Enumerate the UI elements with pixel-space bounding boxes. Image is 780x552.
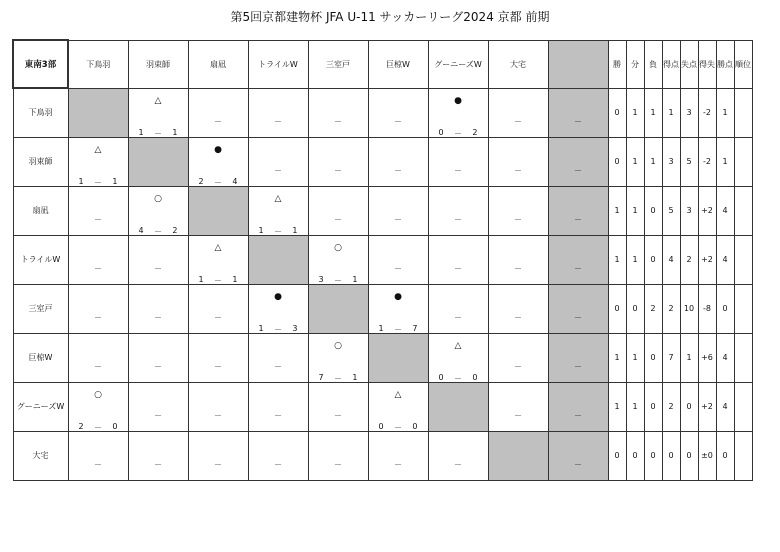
stat-cell: 1 bbox=[608, 186, 626, 235]
stat-cell: 5 bbox=[662, 186, 680, 235]
league-table bbox=[12, 39, 753, 481]
unplayed-dash: － bbox=[394, 263, 402, 273]
stat-cell: 5 bbox=[680, 137, 698, 186]
team-column-header: 羽束師 bbox=[128, 40, 188, 88]
stat-cell bbox=[734, 137, 752, 186]
unplayed-dash: － bbox=[334, 410, 342, 420]
match-cell bbox=[488, 284, 548, 333]
score-for: 0 bbox=[438, 372, 444, 382]
match-cell bbox=[488, 186, 548, 235]
unplayed-dash: － bbox=[214, 361, 222, 371]
unplayed-dash: － bbox=[274, 116, 282, 126]
result-mark: ○ bbox=[334, 242, 342, 253]
unplayed-dash: － bbox=[514, 361, 522, 371]
unplayed-dash: － bbox=[514, 165, 522, 175]
unplayed-dash: － bbox=[214, 410, 222, 420]
stat-cell: 2 bbox=[680, 235, 698, 284]
match-cell bbox=[428, 431, 488, 480]
self-match-cell bbox=[488, 431, 548, 480]
match-cell bbox=[368, 235, 428, 284]
stat-cell bbox=[734, 284, 752, 333]
score-against: 7 bbox=[412, 323, 418, 333]
unplayed-dash: － bbox=[154, 312, 162, 322]
unplayed-dash: － bbox=[334, 165, 342, 175]
stat-cell: 7 bbox=[662, 333, 680, 382]
stat-cell: -8 bbox=[698, 284, 716, 333]
self-match-cell bbox=[128, 137, 188, 186]
stat-cell: ±0 bbox=[698, 431, 716, 480]
score-for: 7 bbox=[318, 372, 324, 382]
score-for: 1 bbox=[378, 323, 384, 333]
stat-cell: +2 bbox=[698, 382, 716, 431]
match-cell bbox=[368, 186, 428, 235]
match-cell bbox=[68, 186, 128, 235]
match-cell bbox=[128, 382, 188, 431]
stat-cell: -2 bbox=[698, 88, 716, 137]
score-against: 1 bbox=[112, 176, 118, 186]
result-mark: △ bbox=[94, 144, 102, 155]
score-against: 2 bbox=[172, 225, 178, 235]
stat-cell: 0 bbox=[644, 235, 662, 284]
result-mark: ● bbox=[274, 291, 282, 302]
score-for: 4 bbox=[138, 225, 144, 235]
stat-cell: 0 bbox=[716, 284, 734, 333]
match-cell bbox=[248, 333, 308, 382]
unplayed-dash: － bbox=[154, 263, 162, 273]
stat-cell: 1 bbox=[626, 186, 644, 235]
stat-column-header: 勝点 bbox=[716, 40, 734, 88]
stat-column-header: 得点 bbox=[662, 40, 680, 88]
score-separator: － bbox=[94, 422, 102, 432]
score-separator: － bbox=[154, 226, 162, 236]
team-column-header: 扇凪 bbox=[188, 40, 248, 88]
match-cell bbox=[368, 88, 428, 137]
unplayed-dash: － bbox=[334, 459, 342, 469]
match-cell bbox=[248, 382, 308, 431]
match-cell bbox=[308, 137, 368, 186]
match-cell bbox=[308, 431, 368, 480]
team-row bbox=[13, 333, 752, 382]
stat-cell: 1 bbox=[662, 88, 680, 137]
unplayed-dash: － bbox=[94, 312, 102, 322]
unplayed-dash: － bbox=[574, 116, 582, 126]
stat-cell bbox=[734, 186, 752, 235]
stat-cell: 1 bbox=[608, 235, 626, 284]
stat-cell: 0 bbox=[608, 284, 626, 333]
unplayed-dash: － bbox=[454, 214, 462, 224]
blank-column-header bbox=[548, 40, 608, 88]
stat-cell: 1 bbox=[644, 88, 662, 137]
stat-cell: 0 bbox=[626, 431, 644, 480]
score-for: 2 bbox=[198, 176, 204, 186]
blank-column-cell bbox=[548, 333, 608, 382]
unplayed-dash: － bbox=[514, 214, 522, 224]
self-match-cell bbox=[188, 186, 248, 235]
unplayed-dash: － bbox=[214, 116, 222, 126]
unplayed-dash: － bbox=[394, 214, 402, 224]
team-row bbox=[13, 382, 752, 431]
score-separator: － bbox=[454, 128, 462, 138]
match-cell bbox=[308, 333, 368, 382]
stat-cell: 0 bbox=[608, 88, 626, 137]
header-row bbox=[13, 40, 752, 88]
stat-cell: 10 bbox=[680, 284, 698, 333]
result-mark: △ bbox=[394, 389, 402, 400]
team-row-header: 羽束師 bbox=[13, 137, 68, 186]
score-separator: － bbox=[94, 177, 102, 187]
result-mark: ● bbox=[454, 95, 462, 106]
match-cell bbox=[188, 333, 248, 382]
team-row bbox=[13, 88, 752, 137]
score-for: 1 bbox=[78, 176, 84, 186]
stat-column-header: 勝 bbox=[608, 40, 626, 88]
unplayed-dash: － bbox=[574, 263, 582, 273]
blank-column-cell bbox=[548, 88, 608, 137]
score-against: 1 bbox=[232, 274, 238, 284]
team-row-header: グーニーズW bbox=[13, 382, 68, 431]
score-against: 1 bbox=[352, 372, 358, 382]
team-row-header: 大宅 bbox=[13, 431, 68, 480]
score-against: 0 bbox=[412, 421, 418, 431]
page-title: 第5回京都建物杯 JFA U-11 サッカーリーグ2024 京都 前期 bbox=[230, 10, 550, 24]
stat-column-header: 分 bbox=[626, 40, 644, 88]
unplayed-dash: － bbox=[454, 312, 462, 322]
blank-column-cell bbox=[548, 137, 608, 186]
score-for: 0 bbox=[378, 421, 384, 431]
stat-cell bbox=[734, 235, 752, 284]
score-against: 2 bbox=[472, 127, 478, 137]
result-mark: ● bbox=[394, 291, 402, 302]
stat-cell bbox=[734, 333, 752, 382]
match-cell bbox=[68, 333, 128, 382]
stat-cell: 1 bbox=[626, 88, 644, 137]
match-cell bbox=[248, 186, 308, 235]
stat-cell: 0 bbox=[626, 284, 644, 333]
match-cell bbox=[428, 235, 488, 284]
unplayed-dash: － bbox=[454, 165, 462, 175]
match-cell bbox=[308, 235, 368, 284]
match-cell bbox=[428, 137, 488, 186]
blank-column-cell bbox=[548, 431, 608, 480]
stat-cell: 2 bbox=[644, 284, 662, 333]
stat-cell: 1 bbox=[716, 88, 734, 137]
score-for: 0 bbox=[438, 127, 444, 137]
match-cell bbox=[188, 88, 248, 137]
unplayed-dash: － bbox=[154, 410, 162, 420]
team-column-header: 三室戸 bbox=[308, 40, 368, 88]
stat-cell bbox=[734, 431, 752, 480]
stat-cell: 0 bbox=[608, 137, 626, 186]
unplayed-dash: － bbox=[94, 361, 102, 371]
match-cell bbox=[248, 88, 308, 137]
stat-cell: 0 bbox=[644, 431, 662, 480]
unplayed-dash: － bbox=[514, 410, 522, 420]
match-cell bbox=[488, 235, 548, 284]
stat-cell: 1 bbox=[680, 333, 698, 382]
match-cell bbox=[488, 333, 548, 382]
score-separator: － bbox=[274, 324, 282, 334]
result-mark: △ bbox=[154, 95, 162, 106]
stat-column-header: 得失 bbox=[698, 40, 716, 88]
stat-cell: 4 bbox=[716, 333, 734, 382]
stat-cell: 1 bbox=[626, 333, 644, 382]
match-cell bbox=[428, 284, 488, 333]
unplayed-dash: － bbox=[94, 459, 102, 469]
score-for: 1 bbox=[258, 225, 264, 235]
stat-cell: 1 bbox=[626, 235, 644, 284]
stat-cell: 1 bbox=[608, 333, 626, 382]
unplayed-dash: － bbox=[574, 361, 582, 371]
match-cell bbox=[488, 137, 548, 186]
match-cell bbox=[368, 284, 428, 333]
stat-cell: 4 bbox=[716, 186, 734, 235]
result-mark: △ bbox=[214, 242, 222, 253]
score-against: 4 bbox=[232, 176, 238, 186]
score-for: 2 bbox=[78, 421, 84, 431]
stat-cell: 1 bbox=[626, 382, 644, 431]
self-match-cell bbox=[248, 235, 308, 284]
result-mark: ○ bbox=[94, 389, 102, 400]
match-cell bbox=[188, 137, 248, 186]
score-separator: － bbox=[274, 226, 282, 236]
stat-cell: 4 bbox=[662, 235, 680, 284]
unplayed-dash: － bbox=[514, 116, 522, 126]
team-column-header: 巨椋W bbox=[368, 40, 428, 88]
result-mark: △ bbox=[274, 193, 282, 204]
stat-cell: 0 bbox=[716, 431, 734, 480]
match-cell bbox=[188, 235, 248, 284]
match-cell bbox=[488, 88, 548, 137]
unplayed-dash: － bbox=[274, 165, 282, 175]
stat-cell: +6 bbox=[698, 333, 716, 382]
match-cell bbox=[248, 284, 308, 333]
unplayed-dash: － bbox=[274, 361, 282, 371]
score-separator: － bbox=[394, 422, 402, 432]
unplayed-dash: － bbox=[574, 165, 582, 175]
stat-cell: 4 bbox=[716, 382, 734, 431]
unplayed-dash: － bbox=[574, 312, 582, 322]
match-cell bbox=[248, 137, 308, 186]
unplayed-dash: － bbox=[214, 312, 222, 322]
match-cell bbox=[488, 382, 548, 431]
score-against: 0 bbox=[112, 421, 118, 431]
unplayed-dash: － bbox=[514, 263, 522, 273]
blank-column-cell bbox=[548, 284, 608, 333]
team-row bbox=[13, 137, 752, 186]
score-against: 1 bbox=[352, 274, 358, 284]
match-cell bbox=[188, 431, 248, 480]
unplayed-dash: － bbox=[334, 116, 342, 126]
stat-cell: 2 bbox=[662, 382, 680, 431]
unplayed-dash: － bbox=[454, 263, 462, 273]
stat-cell: 2 bbox=[662, 284, 680, 333]
team-row-header: 下鳥羽 bbox=[13, 88, 68, 137]
stat-cell: 1 bbox=[608, 382, 626, 431]
team-row bbox=[13, 235, 752, 284]
unplayed-dash: － bbox=[274, 410, 282, 420]
stat-cell: 3 bbox=[662, 137, 680, 186]
match-cell bbox=[128, 186, 188, 235]
team-row bbox=[13, 431, 752, 480]
score-separator: － bbox=[454, 373, 462, 383]
match-cell bbox=[428, 88, 488, 137]
stat-cell: 3 bbox=[680, 186, 698, 235]
stat-cell: 1 bbox=[644, 137, 662, 186]
match-cell bbox=[128, 88, 188, 137]
stat-column-header: 負 bbox=[644, 40, 662, 88]
stat-cell: 0 bbox=[680, 431, 698, 480]
score-against: 1 bbox=[172, 127, 178, 137]
match-cell bbox=[68, 284, 128, 333]
stat-cell: 0 bbox=[644, 382, 662, 431]
stat-cell: 0 bbox=[644, 186, 662, 235]
match-cell bbox=[368, 137, 428, 186]
team-column-header: グーニーズW bbox=[428, 40, 488, 88]
score-for: 1 bbox=[258, 323, 264, 333]
team-row-header: 扇凪 bbox=[13, 186, 68, 235]
blank-column-cell bbox=[548, 382, 608, 431]
match-cell bbox=[368, 382, 428, 431]
match-cell bbox=[128, 284, 188, 333]
match-cell bbox=[308, 186, 368, 235]
score-against: 3 bbox=[292, 323, 298, 333]
unplayed-dash: － bbox=[334, 214, 342, 224]
stat-cell: 3 bbox=[680, 88, 698, 137]
unplayed-dash: － bbox=[394, 116, 402, 126]
unplayed-dash: － bbox=[394, 165, 402, 175]
blank-column-cell bbox=[548, 235, 608, 284]
team-column-header: 下鳥羽 bbox=[68, 40, 128, 88]
score-separator: － bbox=[154, 128, 162, 138]
unplayed-dash: － bbox=[574, 214, 582, 224]
stat-cell: +2 bbox=[698, 186, 716, 235]
unplayed-dash: － bbox=[154, 361, 162, 371]
score-against: 1 bbox=[292, 225, 298, 235]
match-cell bbox=[68, 235, 128, 284]
score-for: 1 bbox=[138, 127, 144, 137]
unplayed-dash: － bbox=[514, 312, 522, 322]
self-match-cell bbox=[368, 333, 428, 382]
match-cell bbox=[128, 333, 188, 382]
result-mark: ○ bbox=[154, 193, 162, 204]
unplayed-dash: － bbox=[94, 263, 102, 273]
stat-cell bbox=[734, 88, 752, 137]
unplayed-dash: － bbox=[394, 459, 402, 469]
team-column-header: 大宅 bbox=[488, 40, 548, 88]
stat-cell: 4 bbox=[716, 235, 734, 284]
unplayed-dash: － bbox=[274, 459, 282, 469]
stat-cell: +2 bbox=[698, 235, 716, 284]
score-separator: － bbox=[334, 373, 342, 383]
score-separator: － bbox=[214, 177, 222, 187]
match-cell bbox=[68, 137, 128, 186]
match-cell bbox=[128, 235, 188, 284]
result-mark: △ bbox=[454, 340, 462, 351]
unplayed-dash: － bbox=[454, 459, 462, 469]
match-cell bbox=[188, 284, 248, 333]
stat-column-header: 順位 bbox=[734, 40, 752, 88]
unplayed-dash: － bbox=[154, 459, 162, 469]
stat-cell: 0 bbox=[644, 333, 662, 382]
score-for: 1 bbox=[198, 274, 204, 284]
stat-cell: 0 bbox=[662, 431, 680, 480]
score-for: 3 bbox=[318, 274, 324, 284]
unplayed-dash: － bbox=[94, 214, 102, 224]
match-cell bbox=[368, 431, 428, 480]
score-separator: － bbox=[394, 324, 402, 334]
stat-cell: 0 bbox=[608, 431, 626, 480]
stat-cell: 1 bbox=[716, 137, 734, 186]
team-column-header: トライルW bbox=[248, 40, 308, 88]
match-cell bbox=[308, 382, 368, 431]
match-cell bbox=[68, 431, 128, 480]
match-cell bbox=[128, 431, 188, 480]
self-match-cell bbox=[308, 284, 368, 333]
match-cell bbox=[308, 88, 368, 137]
stat-column-header: 失点 bbox=[680, 40, 698, 88]
stat-cell: 0 bbox=[680, 382, 698, 431]
match-cell bbox=[68, 382, 128, 431]
match-cell bbox=[188, 382, 248, 431]
score-separator: － bbox=[214, 275, 222, 285]
team-row-header: 三室戸 bbox=[13, 284, 68, 333]
team-row bbox=[13, 284, 752, 333]
self-match-cell bbox=[428, 382, 488, 431]
score-against: 0 bbox=[472, 372, 478, 382]
unplayed-dash: － bbox=[574, 410, 582, 420]
match-cell bbox=[428, 186, 488, 235]
stat-cell: -2 bbox=[698, 137, 716, 186]
result-mark: ○ bbox=[334, 340, 342, 351]
group-label: 東南3部 bbox=[13, 40, 68, 88]
match-cell bbox=[248, 431, 308, 480]
stat-cell bbox=[734, 382, 752, 431]
team-row bbox=[13, 186, 752, 235]
self-match-cell bbox=[68, 88, 128, 137]
match-cell bbox=[428, 333, 488, 382]
stat-cell: 1 bbox=[626, 137, 644, 186]
result-mark: ● bbox=[214, 144, 222, 155]
team-row-header: 巨椋W bbox=[13, 333, 68, 382]
team-row-header: トライルW bbox=[13, 235, 68, 284]
blank-column-cell bbox=[548, 186, 608, 235]
unplayed-dash: － bbox=[574, 459, 582, 469]
unplayed-dash: － bbox=[214, 459, 222, 469]
score-separator: － bbox=[334, 275, 342, 285]
